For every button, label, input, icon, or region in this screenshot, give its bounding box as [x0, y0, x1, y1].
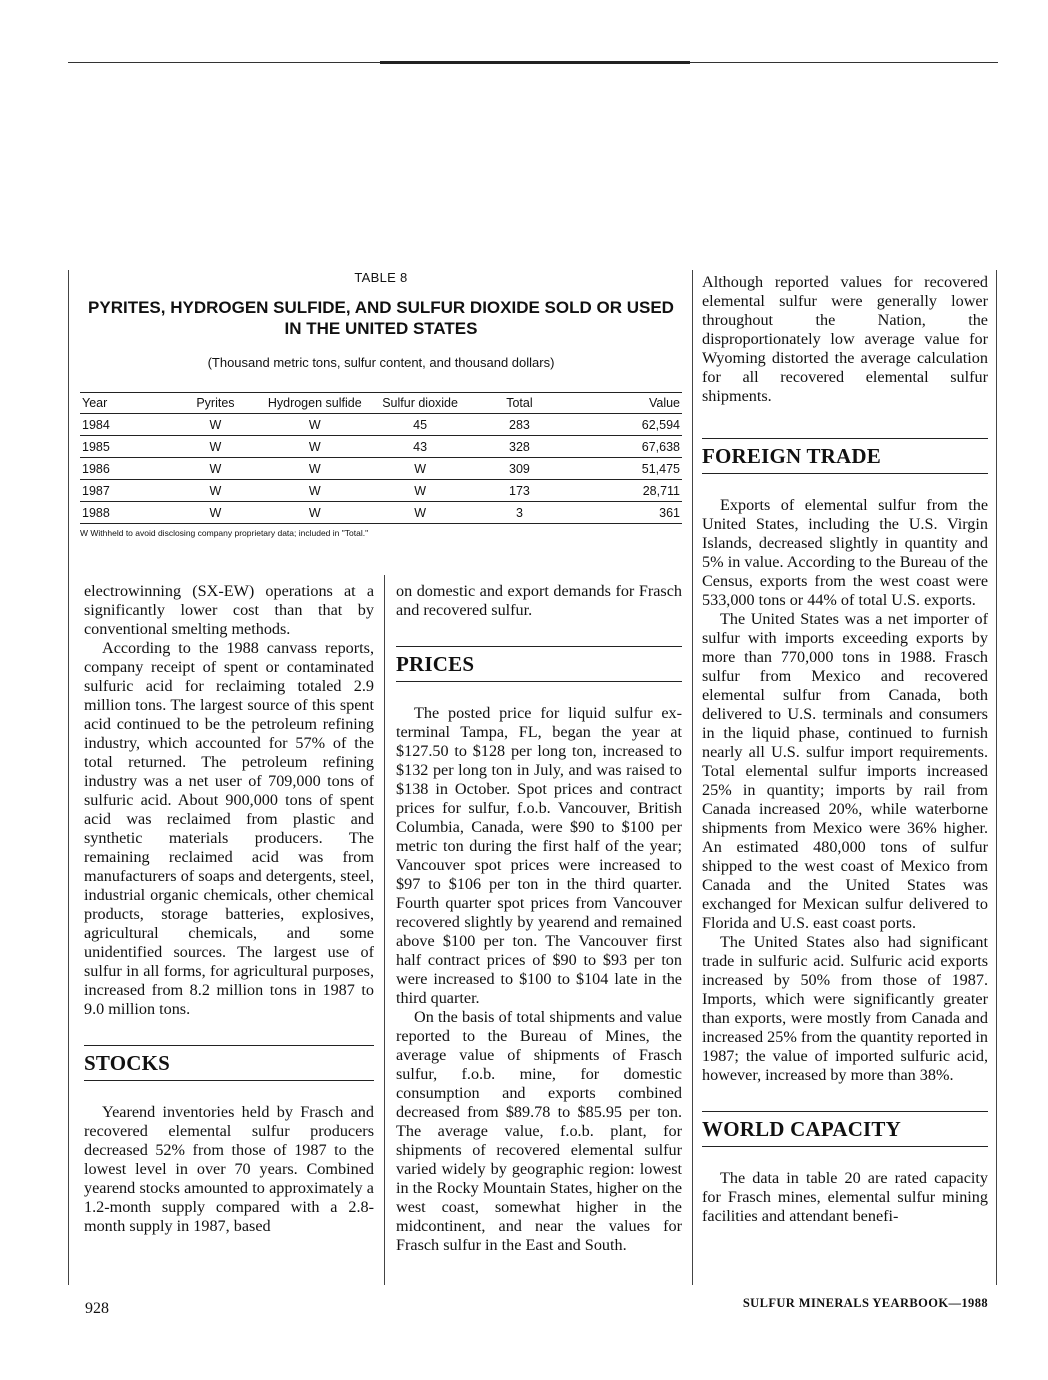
- cell-total: 283: [465, 414, 573, 436]
- cell-pyrites: W: [176, 502, 254, 524]
- paragraph: electrowinning (SX-EW) operations at a significantly lower cost than that by conventional smelting methods.: [84, 582, 374, 638]
- cell-total: 3: [465, 502, 573, 524]
- section-heading-prices: PRICES: [396, 652, 475, 676]
- cell-hydrogen-sulfide: W: [255, 436, 375, 458]
- cell-pyrites: W: [176, 436, 254, 458]
- cell-sulfur-dioxide: W: [375, 458, 465, 480]
- paragraph: on domestic and export demands for Frasch and recovered sulfur.: [396, 582, 682, 619]
- data-table: [80, 392, 682, 524]
- column-divider: [384, 575, 385, 1285]
- table-row: [80, 436, 682, 458]
- cell-sulfur-dioxide: W: [375, 502, 465, 524]
- table-row: [80, 502, 682, 524]
- cell-total: 173: [465, 480, 573, 502]
- column-divider: [68, 270, 69, 1285]
- cell-pyrites: W: [176, 414, 254, 436]
- cell-total: 328: [465, 436, 573, 458]
- column-2: [396, 582, 682, 1255]
- section-heading-box: [84, 1045, 374, 1081]
- table-title: PYRITES, HYDROGEN SULFIDE, AND SULFUR DIOXIDE SOLD OR USED IN THE UNITED STATES: [88, 298, 674, 338]
- paragraph: The United States also had significant trade in sulfuric acid. Sulfuric acid exports increased by 50% from those of 1987. Imports, which were significantly greater than exports, were mostly from Canada and increased 25% from the quantity reported in 1987; the value of imported sulfuric acid, however, increased by more than 38%.: [702, 933, 988, 1084]
- cell-year: 1986: [80, 458, 176, 480]
- paragraph: On the basis of total shipments and value reported to the Bureau of Mines, the average value of shipments of Frasch sulfur, f.o.b. mine, for domestic consumption and exports combined decreased from $89.78 to $85.95 per ton. The average value, f.o.b. plant, for shipments of recovered elemental sulfur varied widely by geographic region: lowest in the Rocky Mountain States, higher on the west coast, somewhat higher in the midcontinent, and near the values for Frasch sulfur in the East and South.: [396, 1008, 682, 1254]
- cell-value: 51,475: [574, 458, 682, 480]
- column-1: [84, 582, 374, 1236]
- cell-hydrogen-sulfide: W: [255, 414, 375, 436]
- col-header-sulfur-dioxide: Sulfur dioxide: [382, 396, 458, 410]
- paragraph: Although reported values for recovered elemental sulfur were generally lower throughout the Nation, the disproportionately low average value for Wyoming distorted the average calculation for all recovered elemental sulfur shipments.: [702, 273, 988, 405]
- col-header-pyrites: Pyrites: [196, 396, 235, 410]
- cell-value: 361: [574, 502, 682, 524]
- cell-sulfur-dioxide: 43: [375, 436, 465, 458]
- col-header-hydrogen-sulfide: Hydrogen sulfide: [267, 396, 362, 410]
- cell-hydrogen-sulfide: W: [255, 502, 375, 524]
- paragraph: According to the 1988 canvass reports, company receipt of spent or contaminated sulfuric acid for reclaiming totaled 2.9 million tons. The largest source of this spent acid continued to be the petroleum refining industry, which accounted for 57% of the total returned. The petroleum refining industry was a net user of 709,000 tons of sulfuric acid. About 900,000 tons of spent acid was reclaimed from plastic and synthetic materials producers. The remaining reclaimed acid was from manufacturers of soaps and detergents, steel, industrial organic chemicals, other chemical products, storage batteries, explosives, agricultural chemicals, and some unidentified sources. The largest use of sulfur in all forms, for agricultural purposes, increased from 8.2 million tons in 1987 to 9.0 million tons.: [84, 639, 374, 1018]
- cell-year: 1984: [80, 414, 176, 436]
- cell-value: 62,594: [574, 414, 682, 436]
- cell-sulfur-dioxide: W: [375, 480, 465, 502]
- cell-pyrites: W: [176, 458, 254, 480]
- cell-year: 1985: [80, 436, 176, 458]
- column-3: [702, 273, 988, 1226]
- table-header-row: [80, 393, 682, 414]
- column-divider: [996, 270, 997, 1285]
- column-divider: [692, 270, 693, 1285]
- cell-hydrogen-sulfide: W: [255, 480, 375, 502]
- page-number: 928: [85, 1300, 109, 1317]
- paragraph: Exports of elemental sulfur from the United States, including the U.S. Virgin Islands, decreased slightly in quantity and 5% in value. According to the Bureau of the Census, exports from the west coast were 533,000 tons or 44% of total U.S. exports.: [702, 496, 988, 609]
- col-header-total: Total: [506, 396, 533, 410]
- cell-pyrites: W: [176, 480, 254, 502]
- col-header-value: Value: [648, 396, 680, 410]
- table-subtitle: (Thousand metric tons, sulfur content, and thousand dollars): [207, 355, 555, 370]
- paragraph: The data in table 20 are rated capacity for Frasch mines, elemental sulfur mining facilities and attendant benefi-: [702, 1169, 988, 1225]
- section-heading-box: [702, 438, 988, 474]
- running-title: SULFUR MINERALS YEARBOOK—1988: [742, 1296, 988, 1310]
- table-row: [80, 458, 682, 480]
- cell-total: 309: [465, 458, 573, 480]
- cell-hydrogen-sulfide: W: [255, 458, 375, 480]
- section-heading-box: [396, 646, 682, 682]
- section-heading-stocks: STOCKS: [84, 1051, 171, 1075]
- cell-sulfur-dioxide: 45: [375, 414, 465, 436]
- paragraph: The posted price for liquid sulfur ex-terminal Tampa, FL, began the year at $127.50 to $128 per long ton, increased to $132 per long ton in July, and was raised to $138 in October. Spot prices and contract prices for sulfur, f.o.b. Vancouver, British Columbia, Canada, were $90 to $100 per metric ton during the first half of the year; Vancouver spot prices were increased to $97 to $106 per ton in the third quarter. Fourth quarter spot prices from Vancouver recovered slightly by yearend and remained above $100 per ton. The Vancouver first half contract prices of $90 to $93 per ton were increased to $100 to $104 late in the third quarter.: [396, 704, 682, 1007]
- table-8: [80, 270, 682, 538]
- cell-value: 28,711: [574, 480, 682, 502]
- table-footnote: W Withheld to avoid disclosing company proprietary data; included in "Total.": [80, 528, 369, 538]
- paragraph: Yearend inventories held by Frasch and recovered elemental sulfur producers decreased 52% from those of 1987 to the lowest level in over 70 years. Combined yearend stocks amounted to approximately a 1.2-month supply compared with a 2.8-month supply in 1987, based: [84, 1103, 374, 1235]
- cell-year: 1988: [80, 502, 176, 524]
- section-heading-world-capacity: WORLD CAPACITY: [702, 1117, 901, 1141]
- table-row: [80, 480, 682, 502]
- table-row: [80, 414, 682, 436]
- cell-year: 1987: [80, 480, 176, 502]
- paragraph: The United States was a net importer of sulfur with imports exceeding exports by more than 770,000 tons in 1988. Frasch sulfur from Mexico and recovered elemental sulfur from Canada, both delivered to U.S. terminals and consumers in the liquid phase, continued to furnish nearly all U.S. sulfur import requirements. Total elemental sulfur imports increased 25% in quantity; imports by rail from Canada increased 20%, while waterborne shipments from Mexico were 36% higher. An estimated 480,000 tons of sulfur shipped to the west coast of Mexico from Canada and the United States was exchanged for Mexican sulfur delivered to Florida and U.S. east coast ports.: [702, 610, 988, 932]
- section-heading-box: [702, 1111, 988, 1147]
- top-rule-accent: [380, 61, 690, 64]
- col-header-year: Year: [82, 396, 108, 410]
- section-heading-foreign-trade: FOREIGN TRADE: [702, 444, 881, 468]
- cell-value: 67,638: [574, 436, 682, 458]
- table-number: TABLE 8: [354, 270, 408, 285]
